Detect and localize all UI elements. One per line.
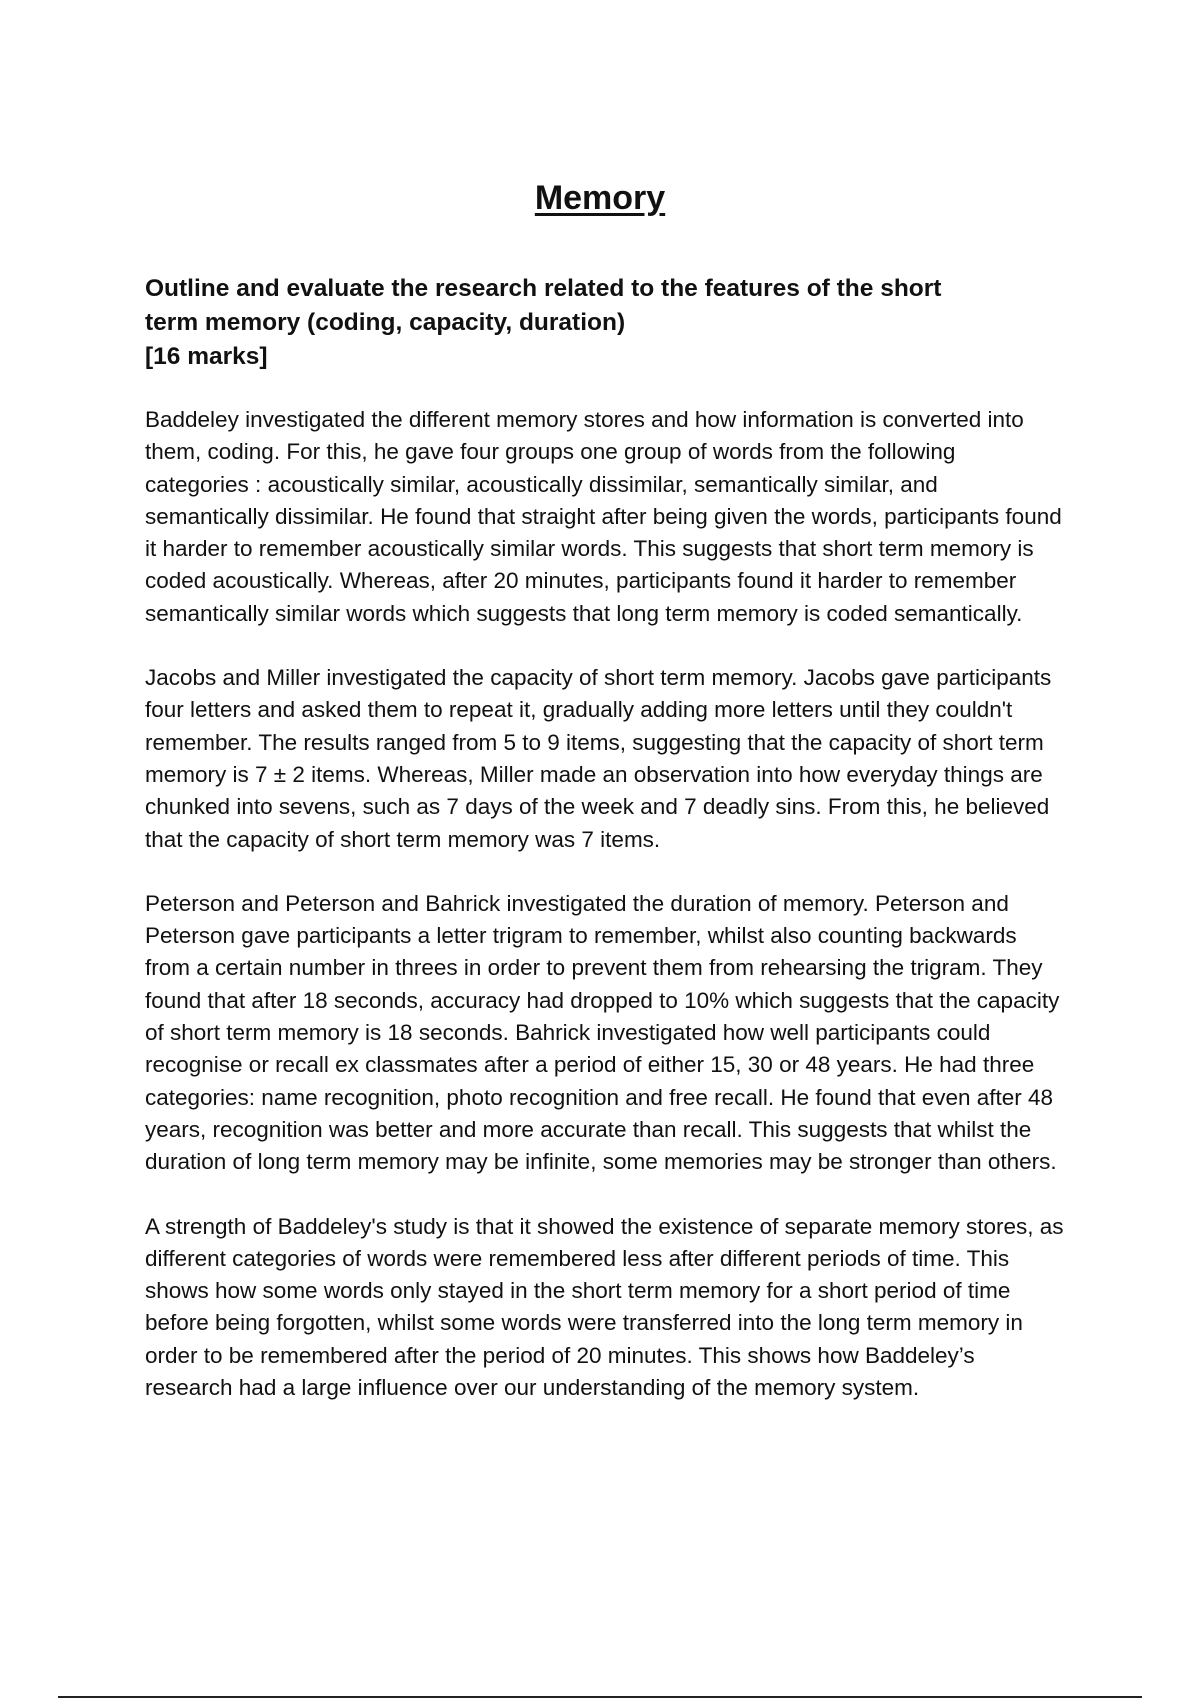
paragraph-evaluation: A strength of Baddeley's study is that it showed the existence of separate memory stores, as different categories of words were remembered less after different periods of time. This shows how some words only stayed in the short term memory for a short period of time before being forgotten, whilst some words were transferred into the long term memory in order to be remembered after the period of 20 minutes. This shows how Baddeley’s research had a large influence over our understanding of the memory system.	[145, 1213, 1064, 1401]
essay-question	[145, 272, 1065, 374]
question-line-1: Outline and evaluate the research related to the features of the short	[145, 275, 942, 302]
document-body	[145, 272, 1065, 1436]
footer-divider	[58, 1696, 1142, 1698]
question-marks: [16 marks]	[145, 343, 268, 370]
page-title: Memory	[534, 179, 666, 217]
question-line-2: term memory (coding, capacity, duration)	[145, 309, 626, 336]
paragraph-coding: Baddeley investigated the different memory stores and how information is converted into them, coding. For this, he gave four groups one group of words from the following categories : acoustically similar, acoustically dissimilar, semantically similar, and semantically dissimilar. He found that straight after being given the words, participants found it harder to remember acoustically similar words. This suggests that short term memory is coded acoustically. Whereas, after 20 minutes, participants found it harder to remember semantically similar words which suggests that long term memory is coded semantically.	[145, 407, 1062, 626]
paragraph-capacity: Jacobs and Miller investigated the capacity of short term memory. Jacobs gave participants four letters and asked them to repeat it, gradually adding more letters until they couldn't remember. The results ranged from 5 to 9 items, suggesting that the capacity of short term memory is 7 ± 2 items. Whereas, Miller made an observation into how everyday things are chunked into sevens, such as 7 days of the week and 7 deadly sins. From this, he believed that the capacity of short term memory was 7 items.	[145, 665, 1052, 852]
paragraph-duration: Peterson and Peterson and Bahrick investigated the duration of memory. Peterson and Peterson gave participants a letter trigram to remember, whilst also counting backwards from a certain number in threes in order to prevent them from rehearsing the trigram. They found that after 18 seconds, accuracy had dropped to 10% which suggests that the capacity of short term memory is 18 seconds. Bahrick investigated how well participants could recognise or recall ex classmates after a period of either 15, 30 or 48 years. He had three categories: name recognition, photo recognition and free recall. He found that even after 48 years, recognition was better and more accurate than recall. This suggests that whilst the duration of long term memory may be infinite, some memories may be stronger than others.	[145, 890, 1060, 1175]
